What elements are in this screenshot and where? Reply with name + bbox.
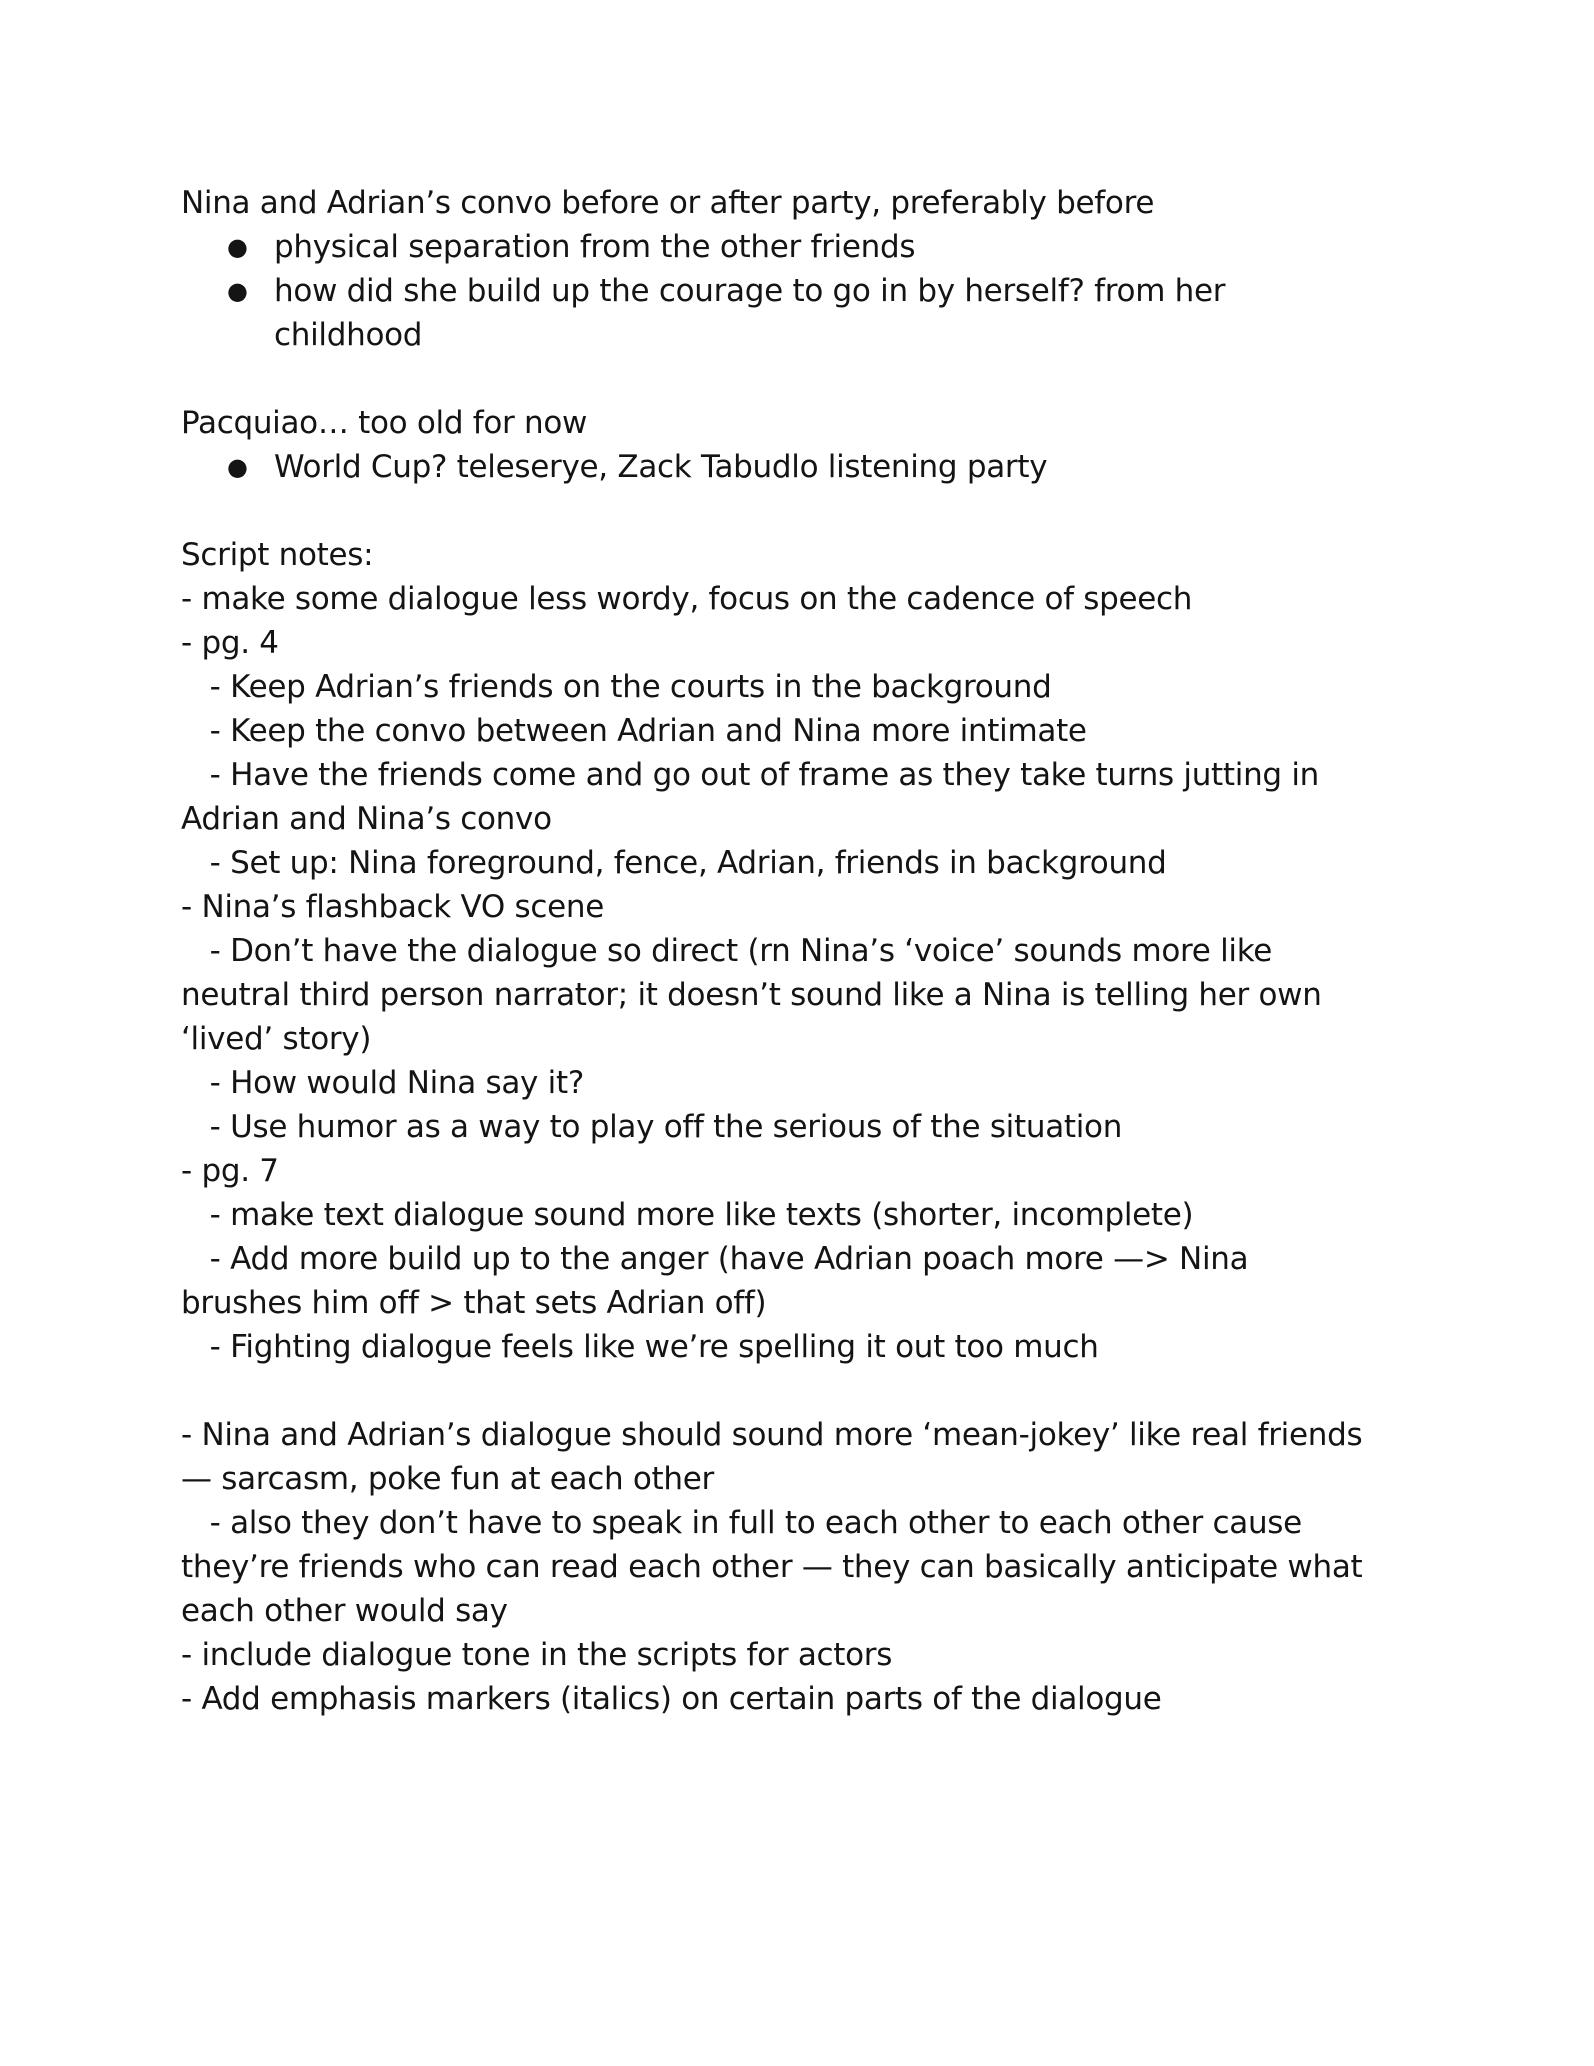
- bullet-text: physical separation from the other friends: [274, 229, 916, 265]
- spacer: [181, 357, 1421, 401]
- note-line: - include dialogue tone in the scripts for actors: [181, 1637, 893, 1673]
- note-line: - How would Nina say it?: [181, 1065, 584, 1101]
- document-page: [181, 181, 1421, 1721]
- note-line: — sarcasm, poke fun at each other: [181, 1461, 714, 1497]
- section-heading: Nina and Adrian’s convo before or after party, preferably before: [181, 185, 1155, 221]
- bullet-continuation: childhood: [274, 317, 423, 353]
- note-line: - Use humor as a way to play off the serious of the situation: [181, 1109, 1123, 1145]
- note-line: - Nina and Adrian’s dialogue should sound more ‘mean-jokey’ like real friends: [181, 1417, 1363, 1453]
- note-line: - Add more build up to the anger (have Adrian poach more —> Nina: [181, 1241, 1249, 1277]
- spacer: [181, 489, 1421, 533]
- note-line: they’re friends who can read each other — they can basically anticipate what: [181, 1549, 1363, 1585]
- note-line: brushes him off > that sets Adrian off): [181, 1285, 767, 1321]
- note-line: - Add emphasis markers (italics) on certain parts of the dialogue: [181, 1681, 1162, 1717]
- note-line: - Have the friends come and go out of frame as they take turns jutting in: [181, 757, 1320, 793]
- note-line: ‘lived’ story): [181, 1021, 372, 1057]
- note-line: - Fighting dialogue feels like we’re spelling it out too much: [181, 1329, 1099, 1365]
- bullet-item: [181, 225, 1421, 269]
- note-line: Adrian and Nina’s convo: [181, 801, 552, 837]
- bullet-icon: ●: [227, 233, 248, 261]
- bullet-item: [181, 445, 1421, 489]
- bullet-icon: ●: [227, 453, 248, 481]
- note-line: - Nina’s flashback VO scene: [181, 889, 604, 925]
- note-line: - pg. 7: [181, 1153, 279, 1189]
- note-line: - Keep Adrian’s friends on the courts in the background: [181, 669, 1052, 705]
- script-notes-list-2: [181, 1413, 1421, 1721]
- bullet-text: how did she build up the courage to go in by herself? from her: [274, 273, 1226, 309]
- note-line: - make some dialogue less wordy, focus on the cadence of speech: [181, 581, 1193, 617]
- note-line: - pg. 4: [181, 625, 279, 661]
- script-notes-list: [181, 577, 1421, 1369]
- bullet-text: World Cup? teleserye, Zack Tabudlo listening party: [274, 449, 1048, 485]
- note-line: - Keep the convo between Adrian and Nina more intimate: [181, 713, 1087, 749]
- bullet-item: [181, 269, 1421, 313]
- note-line: each other would say: [181, 1593, 508, 1629]
- bullet-icon: ●: [227, 277, 248, 305]
- note-line: - also they don’t have to speak in full to each other to each other cause: [181, 1505, 1302, 1541]
- note-line: neutral third person narrator; it doesn’t sound like a Nina is telling her own: [181, 977, 1322, 1013]
- script-notes-heading: Script notes:: [181, 537, 374, 573]
- note-line: - make text dialogue sound more like texts (shorter, incomplete): [181, 1197, 1194, 1233]
- note-line: - Set up: Nina foreground, fence, Adrian, friends in background: [181, 845, 1167, 881]
- note-line: - Don’t have the dialogue so direct (rn Nina’s ‘voice’ sounds more like: [181, 933, 1273, 969]
- section-heading: Pacquiao… too old for now: [181, 405, 588, 441]
- spacer: [181, 1369, 1421, 1413]
